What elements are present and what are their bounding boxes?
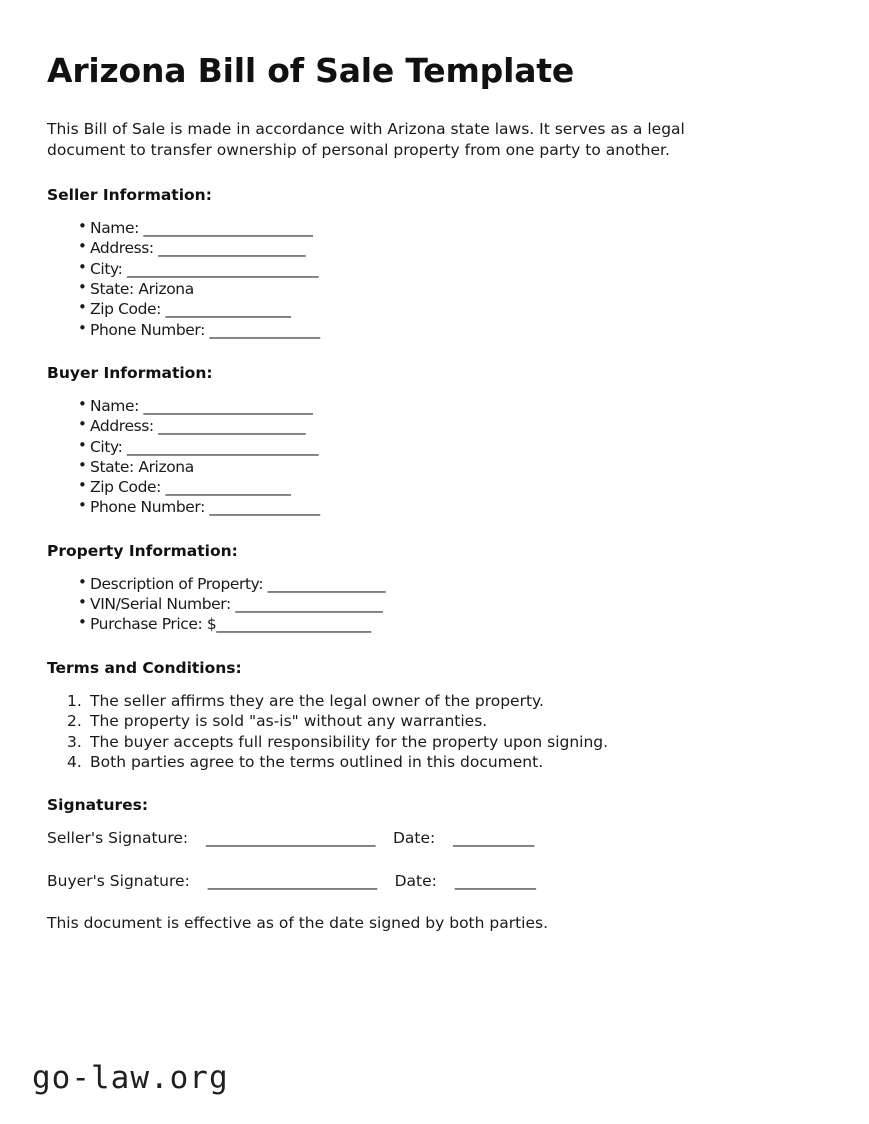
seller-field-name: Name: _______________________ — [90, 219, 313, 238]
list-item — [47, 711, 807, 731]
seller-information-heading: Seller Information: — [47, 186, 212, 205]
list-item — [47, 457, 807, 477]
term-text: The seller affirms they are the legal owner of the property. — [90, 691, 544, 710]
seller-signature-label: Seller's Signature: — [47, 829, 189, 848]
page-title: Arizona Bill of Sale Template — [47, 51, 575, 90]
signatures-heading: Signatures: — [47, 796, 149, 815]
seller-information-list — [47, 218, 807, 340]
buyer-field-zip: Zip Code: _________________ — [90, 478, 291, 497]
list-item — [47, 732, 807, 752]
property-field-description: Description of Property: ________________ — [90, 574, 386, 593]
list-item — [47, 574, 807, 594]
property-field-price: Purchase Price: $_____________________ — [90, 615, 371, 634]
buyer-information-list — [47, 396, 807, 518]
seller-field-phone: Phone Number: _______________ — [90, 320, 320, 339]
buyer-signature-label: Buyer's Signature: — [47, 871, 190, 890]
list-item — [47, 218, 807, 238]
buyer-field-name: Name: _______________________ — [90, 396, 313, 415]
list-item — [47, 594, 807, 614]
list-item — [47, 497, 807, 517]
term-text: The property is sold "as-is" without any warranties. — [90, 712, 488, 731]
list-item — [47, 477, 807, 497]
seller-field-state: State: Arizona — [90, 280, 194, 299]
seller-signature-blank[interactable]: _______________________ — [206, 829, 376, 848]
seller-field-city: City: __________________________ — [90, 259, 319, 278]
list-item — [47, 416, 807, 436]
buyer-signature-blank[interactable]: _______________________ — [207, 871, 377, 890]
seller-date-blank[interactable]: ___________ — [453, 829, 534, 848]
terms-and-conditions-list — [47, 691, 807, 773]
seller-field-address: Address: ____________________ — [90, 239, 306, 258]
list-item — [47, 614, 807, 634]
closing-statement: This document is effective as of the date signed by both parties. — [47, 913, 549, 932]
seller-signature-row — [47, 828, 807, 848]
term-text: The buyer accepts full responsibility for the property upon signing. — [90, 732, 609, 751]
document-content — [47, 52, 807, 933]
buyer-date-blank[interactable]: ___________ — [454, 871, 536, 890]
signature-block — [47, 828, 807, 890]
buyer-information-heading: Buyer Information: — [47, 363, 213, 382]
list-item — [47, 691, 807, 711]
list-item — [47, 238, 807, 258]
seller-field-zip: Zip Code: _________________ — [90, 300, 291, 319]
list-item — [47, 437, 807, 457]
seller-date-label: Date: — [392, 829, 436, 848]
buyer-field-city: City: __________________________ — [90, 437, 319, 456]
list-item — [47, 320, 807, 340]
list-item — [47, 396, 807, 416]
buyer-field-state: State: Arizona — [90, 457, 194, 476]
site-watermark: go-law.org — [32, 1060, 229, 1096]
list-item — [47, 299, 807, 319]
buyer-date-label: Date: — [394, 871, 437, 890]
list-item — [47, 259, 807, 279]
property-information-list — [47, 574, 807, 635]
list-item — [47, 279, 807, 299]
property-field-vin: VIN/Serial Number: ____________________ — [90, 595, 383, 614]
buyer-field-phone: Phone Number: _______________ — [90, 498, 320, 517]
buyer-field-address: Address: ____________________ — [90, 417, 306, 436]
property-information-heading: Property Information: — [47, 541, 238, 560]
buyer-signature-row — [47, 871, 807, 891]
intro-paragraph: This Bill of Sale is made in accordance with Arizona state laws. It serves as a legal document to transfer ownership of personal property from one party to another. — [47, 119, 685, 159]
term-text: Both parties agree to the terms outlined in this document. — [90, 752, 544, 771]
list-item — [47, 752, 807, 772]
terms-and-conditions-heading: Terms and Conditions: — [47, 658, 242, 677]
